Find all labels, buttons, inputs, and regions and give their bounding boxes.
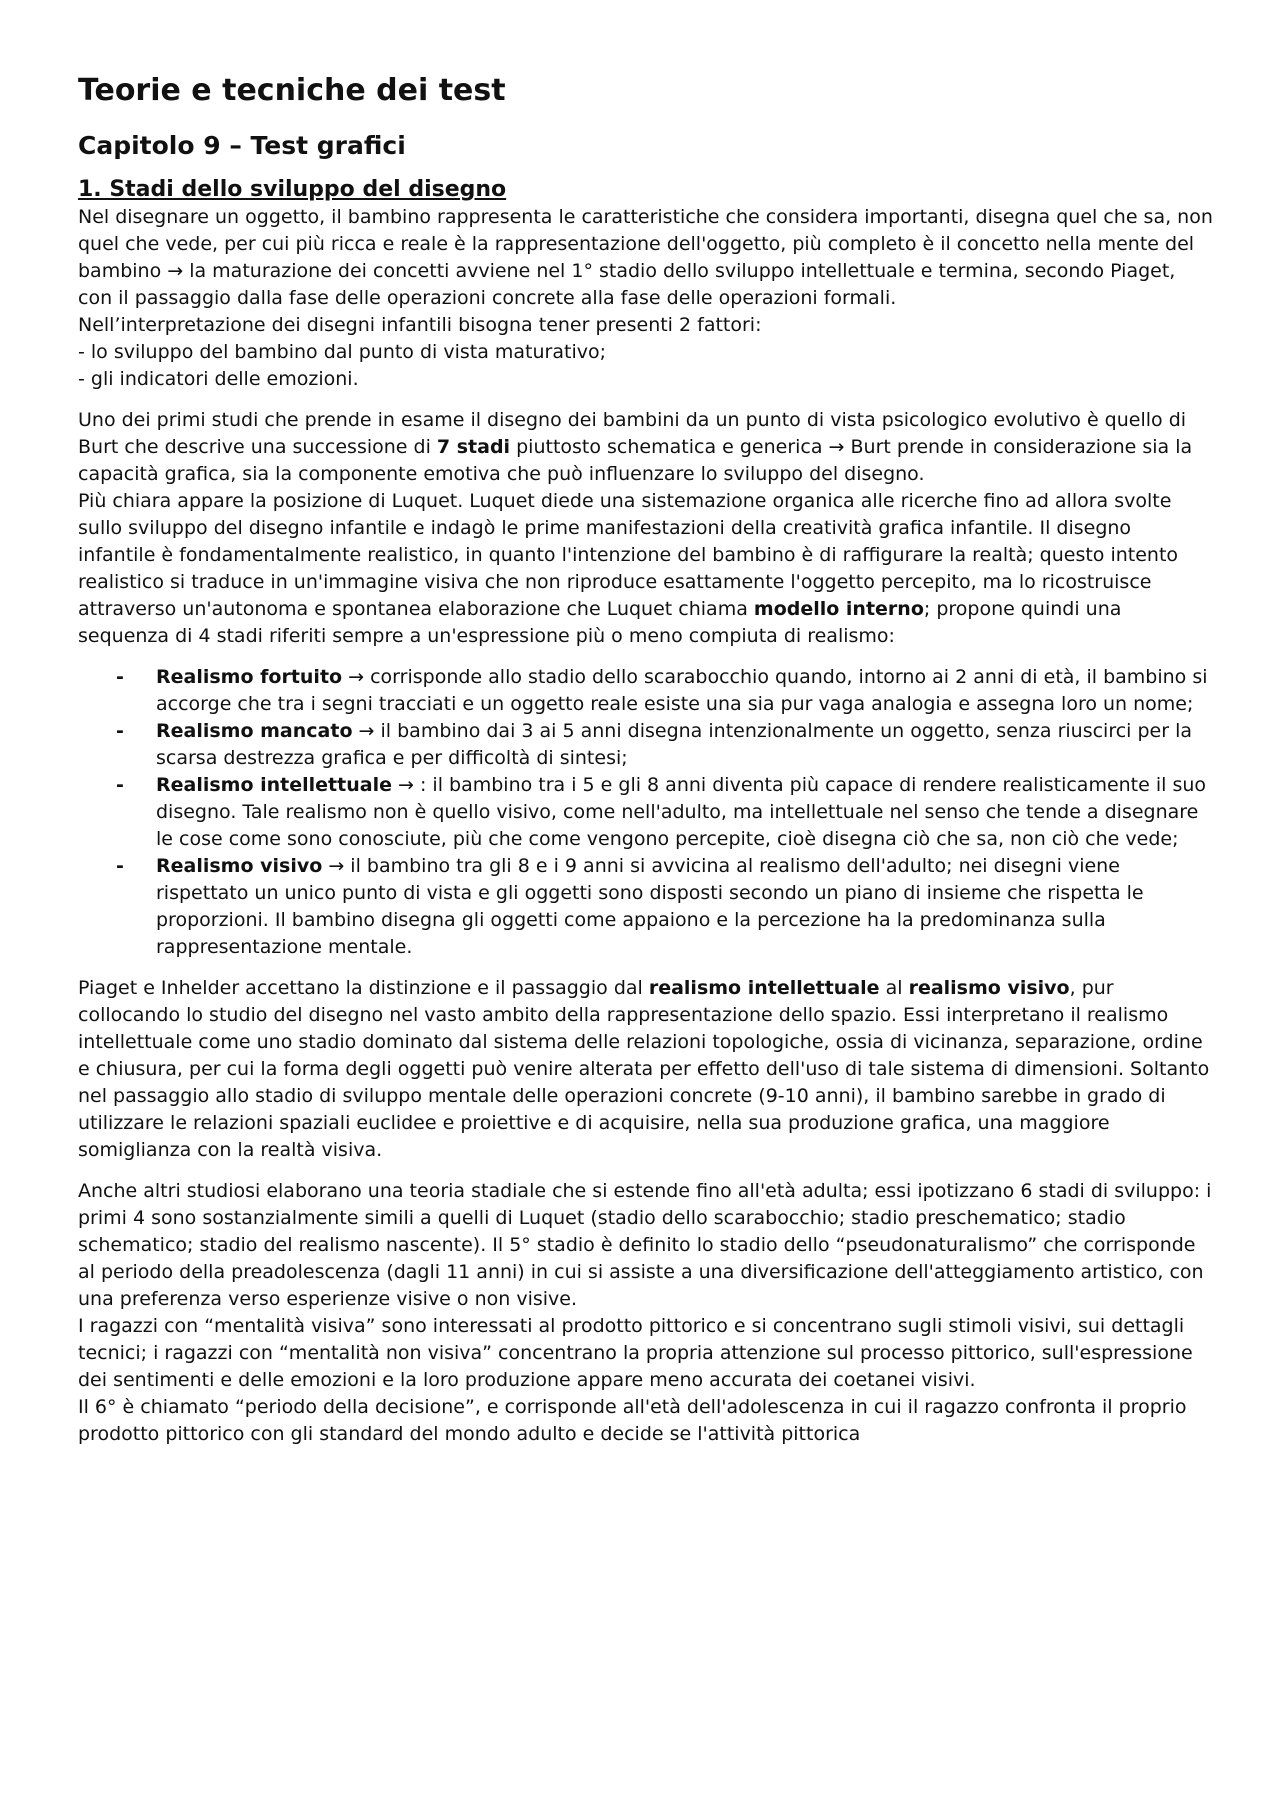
burt-text-a: Uno dei primi studi che prende in esame il disegno dei bambini da un punto di vista psicologico evolutivo è quello di Burt che descrive una successione di: [78, 409, 1187, 458]
document-page: [78, 72, 1214, 1448]
list-dash: -: [116, 720, 124, 742]
burt-text-c: piuttosto schematica e generica → Burt prende in considerazione sia la capacità grafica, sia la componente emotiva che può influenzare lo sviluppo del disegno.: [78, 436, 1193, 485]
luquet-bold: modello interno: [753, 598, 924, 620]
paragraph-decision-period: Il 6° è chiamato “periodo della decisione”, e corrisponde all'età dell'adolescenza in cui il ragazzo confronta il proprio prodotto pittorico con gli standard del mondo adulto e decide se l'attività pittorica: [78, 1396, 1187, 1445]
list-dash: -: [116, 666, 124, 688]
list-text: → corrisponde allo stadio dello scarabocchio quando, intorno ai 2 anni di età, il bambino si accorge che tra i segni tracciati e un oggetto reale esiste una sia pur vaga analogia e assegna loro un nome;: [156, 666, 1208, 715]
paragraph-piaget: [78, 975, 1214, 1164]
list-dash: -: [116, 774, 124, 796]
list-term: Realismo intellettuale: [156, 774, 392, 796]
list-text: → il bambino tra gli 8 e i 9 anni si avvicina al realismo dell'adulto; nei disegni viene rispettato un unico punto di vista e gli oggetti sono disposti secondo un piano di insieme che rispetta le proporzioni. Il bambino disegna gli oggetti come appaiono e la percezione ha la predominanza sulla rappresentazione mentale.: [156, 855, 1144, 958]
paragraph-other-scholars: Anche altri studiosi elaborano una teoria stadiale che si estende fino all'età adulta; essi ipotizzano 6 stadi di sviluppo: i primi 4 sono sostanzialmente simili a quelli di Luquet (stadio dello scarabocchio; stadio preschematico; stadio schematico; stadio del realismo nascente). Il 5° stadio è definito lo stadio dello “pseudonaturalismo” che corrisponde al periodo della preadolescenza (dagli 11 anni) in cui si assiste a una diversificazione dell'atteggiamento artistico, con una preferenza verso esperienze visive o non visive.: [78, 1180, 1212, 1310]
paragraph-factors: Nell’interpretazione dei disegni infantili bisogna tener presenti 2 fattori:: [78, 314, 762, 336]
piaget-bold-2: realismo visivo: [908, 977, 1070, 999]
piaget-text-a: Piaget e Inhelder accettano la distinzione e il passaggio dal: [78, 977, 649, 999]
list-item: [78, 853, 1214, 961]
burt-bold: 7 stadi: [436, 436, 511, 458]
paragraph-burt: [78, 407, 1214, 488]
list-dash: -: [116, 855, 124, 877]
document-title: Teorie e tecniche dei test: [78, 73, 506, 108]
piaget-bold-1: realismo intellettuale: [648, 977, 880, 999]
chapter-heading: Capitolo 9 – Test grafici: [78, 131, 406, 160]
realism-stages-list: [78, 664, 1214, 961]
factor-line-1: - lo sviluppo del bambino dal punto di vista maturativo;: [78, 341, 607, 363]
luquet-text-a: Più chiara appare la posizione di Luquet. Luquet diede una sistemazione organica alle ricerche fino ad allora svolte sullo sviluppo del disegno infantile e indagò le prime manifestazioni della creatività grafica infantile. Il disegno infantile è fondamentalmente realistico, in quanto l'intenzione del bambino è di raffigurare la realtà; questo intento realistico si traduce in un'immagine visiva che non riproduce esattamente l'oggetto percepito, ma lo ricostruisce attraverso un'autonoma e spontanea elaborazione che Luquet chiama: [78, 490, 1179, 620]
list-item: [78, 718, 1214, 772]
section-heading: 1. Stadi dello sviluppo del disegno: [78, 177, 507, 202]
list-term: Realismo visivo: [156, 855, 323, 877]
paragraph-luquet: [78, 488, 1214, 650]
list-term: Realismo mancato: [156, 720, 353, 742]
luquet-text-c: ; propone quindi una sequenza di 4 stadi riferiti sempre a un'espressione più o meno compiuta di realismo:: [78, 598, 1122, 647]
list-item: [78, 664, 1214, 718]
list-text: → : il bambino tra i 5 e gli 8 anni diventa più capace di rendere realisticamente il suo disegno. Tale realismo non è quello visivo, come nell'adulto, ma intellettuale nel senso che tende a disegnare le cose come sono conosciute, più che come vengono percepite, cioè disegna ciò che sa, non ciò che vede;: [156, 774, 1207, 850]
factor-line-2: - gli indicatori delle emozioni.: [78, 368, 359, 390]
paragraph-visual-mentality: I ragazzi con “mentalità visiva” sono interessati al prodotto pittorico e si concentrano sugli stimoli visivi, sui dettagli tecnici; i ragazzi con “mentalità non visiva” concentrano la propria attenzione sul processo pittorico, sull'espressione dei sentimenti e delle emozioni e la loro produzione appare meno accurata dei coetanei visivi.: [78, 1315, 1193, 1391]
list-term: Realismo fortuito: [156, 666, 343, 688]
piaget-text-c: al: [879, 977, 909, 999]
paragraph-intro: Nel disegnare un oggetto, il bambino rappresenta le caratteristiche che considera importanti, disegna quel che sa, non quel che vede, per cui più ricca e reale è la rappresentazione dell'oggetto, più completo è il concetto nella mente del bambino → la maturazione dei concetti avviene nel 1° stadio dello sviluppo intellettuale e termina, secondo Piaget, con il passaggio dalla fase delle operazioni concrete alla fase delle operazioni formali.: [78, 206, 1213, 309]
piaget-text-e: , pur collocando lo studio del disegno nel vasto ambito della rappresentazione dello spazio. Essi interpretano il realismo intellettuale come uno stadio dominato dal sistema delle relazioni topologiche, ossia di vicinanza, separazione, ordine e chiusura, per cui la forma degli oggetti può venire alterata per effetto dell'uso di tale sistema di dimensioni. Soltanto nel passaggio allo stadio di sviluppo mentale delle operazioni concrete (9-10 anni), il bambino sarebbe in grado di utilizzare le relazioni spaziali euclidee e proiettive e di acquisire, nella sua produzione grafica, una maggiore somiglianza con la realtà visiva.: [78, 977, 1210, 1161]
list-text: → il bambino dai 3 ai 5 anni disegna intenzionalmente un oggetto, senza riuscirci per la scarsa destrezza grafica e per difficoltà di sintesi;: [156, 720, 1193, 769]
list-item: [78, 772, 1214, 853]
